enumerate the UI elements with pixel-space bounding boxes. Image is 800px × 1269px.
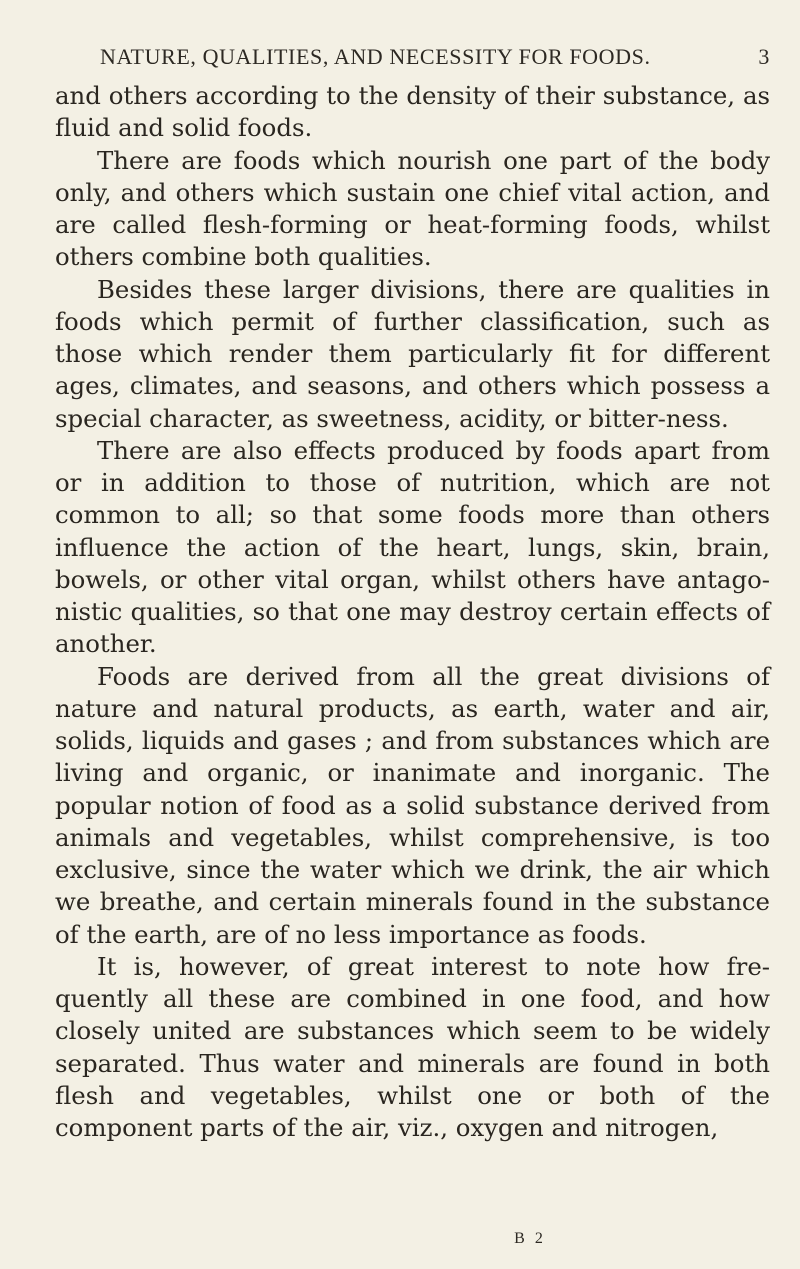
running-head-title: NATURE, QUALITIES, AND NECESSITY FOR FOODS.: [100, 44, 651, 69]
paragraph: There are foods which nourish one part of the body only, and others which sustain one chief vital action, and are called flesh-forming or heat-forming foods, whilst others combine both qualities.: [55, 145, 770, 272]
page-number: 3: [758, 44, 770, 69]
paragraph: Foods are derived from all the great divisions of nature and natural products, as earth, water and air, solids, liquids and gases ; and from substances which are living and organic, or inanimate and inorganic. The popular notion of food as a solid substance derived from animals and vegetables, whilst comprehensive, is too exclusive, since the water which we drink, the air which we breathe, and certain minerals found in the substance of the earth, are of no less importance as foods.: [55, 661, 770, 949]
paragraph: It is, however, of great interest to note how fre-quently all these are combined in one food, and how closely united are substances which seem to be widely separated. Thus water and minerals are found in both flesh and vegetables, whilst one or both of the component parts of the air, viz., oxygen and nitrogen,: [55, 951, 770, 1142]
paragraph: There are also effects produced by foods apart from or in addition to those of nutrition, which are not common to all; so that some foods more than others influence the action of the heart, lungs, skin, brain, bowels, or other vital organ, whilst others have antago-nistic qualities, so that one may destroy certain effects of another.: [55, 435, 770, 659]
running-head: [100, 44, 770, 72]
signature-mark: B 2: [514, 1230, 546, 1247]
body-text: [55, 80, 770, 1144]
paragraph: and others according to the density of their substance, as fluid and solid foods.: [55, 81, 770, 143]
paragraph: Besides these larger divisions, there are qualities in foods which permit of further classification, such as those which render them particularly fit for different ages, climates, and seasons, and others which possess a special character, as sweetness, acidity, or bitter-ness.: [55, 274, 770, 433]
